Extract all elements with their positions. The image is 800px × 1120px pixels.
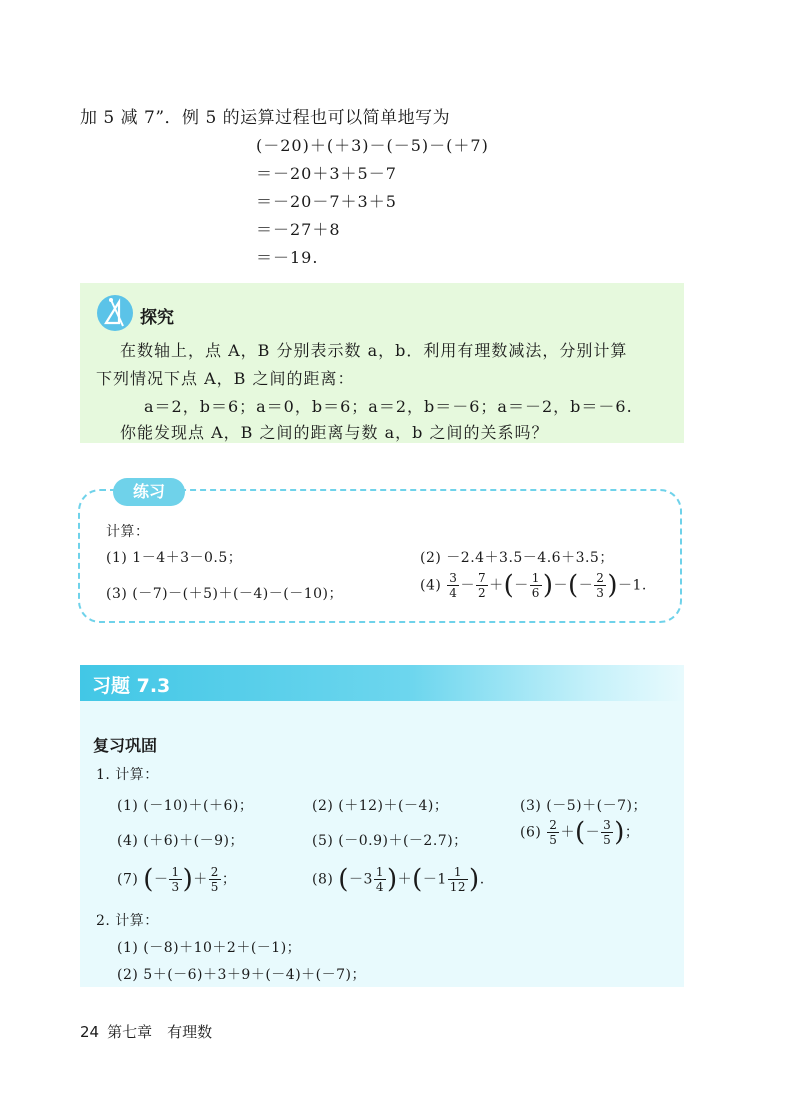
fraction: $\frac{1}{6}$ [531, 571, 540, 600]
question-2-label: 2. 计算： [96, 913, 159, 929]
explore-box [80, 283, 684, 443]
calc-line-5: ＝－19. [256, 248, 319, 267]
explore-line-3: a＝2，b＝6；a＝0，b＝6；a＝2，b＝－6；a＝－2，b＝－6. [144, 397, 633, 416]
calc-line-4: ＝－27＋8 [256, 220, 341, 239]
fraction: $\frac{2}{5}$ [549, 818, 558, 847]
q1-item-2: (2) (＋12)＋(－4)； [312, 798, 449, 814]
compass-triangle-icon [97, 295, 133, 331]
page-number: 24 [80, 1023, 100, 1041]
fraction: $\frac{2}{5}$ [210, 865, 219, 894]
practice-item-4: (4) $\frac{3}{4}$ － $\frac{7}{2}$ ＋(－ $\frac{1}{6}$ )－(－ $\frac{2}{3}$ )－1. [420, 570, 647, 601]
intro-text: 加 5 减 7”．例 5 的运算过程也可以简单地写为 [80, 108, 451, 128]
section-heading: 复习巩固 [93, 736, 158, 755]
calc-line-3: ＝－20－7＋3＋5 [256, 192, 397, 211]
q1-item-3: (3) (－5)＋(－7)； [520, 798, 647, 814]
practice-item-1: (1) 1－4＋3－0.5； [106, 550, 243, 566]
page-footer [80, 1021, 212, 1042]
q2-item-2: (2) 5＋(－6)＋3＋9＋(－4)＋(－7)； [117, 967, 366, 983]
q1-item-7: (7) (－ $\frac{1}{3}$ )＋ $\frac{2}{5}$ ； [117, 864, 237, 895]
exercise-header [80, 665, 684, 701]
fraction: $\frac{7}{2}$ [477, 571, 487, 600]
chapter-title: 第七章 有理数 [107, 1023, 213, 1041]
explore-line-1: 在数轴上，点 A，B 分别表示数 a，b．利用有理数减法，分别计算 [120, 341, 628, 360]
practice-item-2: (2) －2.4＋3.5－4.6＋3.5； [420, 550, 614, 566]
fraction: $\frac{2}{3}$ [596, 571, 605, 600]
q1-item-1: (1) (－10)＋(＋6)； [117, 798, 254, 814]
q2-item-1: (1) (－8)＋10＋2＋(－1)； [117, 940, 302, 956]
explore-line-2: 下列情况下点 A，B 之间的距离： [96, 369, 355, 388]
q1-item-6: (6) $\frac{2}{5}$ ＋(－ $\frac{3}{5}$ )； [520, 817, 640, 848]
explore-title: 探究 [140, 308, 174, 328]
question-1-label: 1. 计算： [96, 767, 159, 783]
fraction: $\frac{1}{3}$ [171, 865, 180, 894]
exercise-title: 习题 7.3 [92, 675, 171, 697]
practice-item-3: (3) (－7)－(＋5)＋(－4)－(－10)； [106, 586, 344, 602]
calc-line-1: (－20)＋(＋3)－(－5)－(＋7) [256, 136, 489, 155]
fraction: $\frac{1}{12}$ [449, 865, 467, 894]
practice-tab: 练习 [113, 478, 185, 506]
q1-item-8: (8) (－3 $\frac{1}{4}$ )＋(－1 $\frac{1}{12}$ ). [312, 864, 485, 895]
fraction: $\frac{3}{4}$ [449, 571, 458, 600]
practice-box [78, 489, 682, 623]
q1-item-4: (4) (＋6)＋(－9)； [117, 833, 244, 849]
explore-line-4: 你能发现点 A，B 之间的距离与数 a，b 之间的关系吗？ [120, 423, 549, 442]
fraction: $\frac{3}{5}$ [603, 818, 612, 847]
fraction: $\frac{1}{4}$ [375, 865, 385, 894]
q1-item-5: (5) (－0.9)＋(－2.7)； [312, 833, 468, 849]
practice-intro: 计算： [106, 524, 150, 540]
calc-line-2: ＝－20＋3＋5－7 [256, 164, 397, 183]
